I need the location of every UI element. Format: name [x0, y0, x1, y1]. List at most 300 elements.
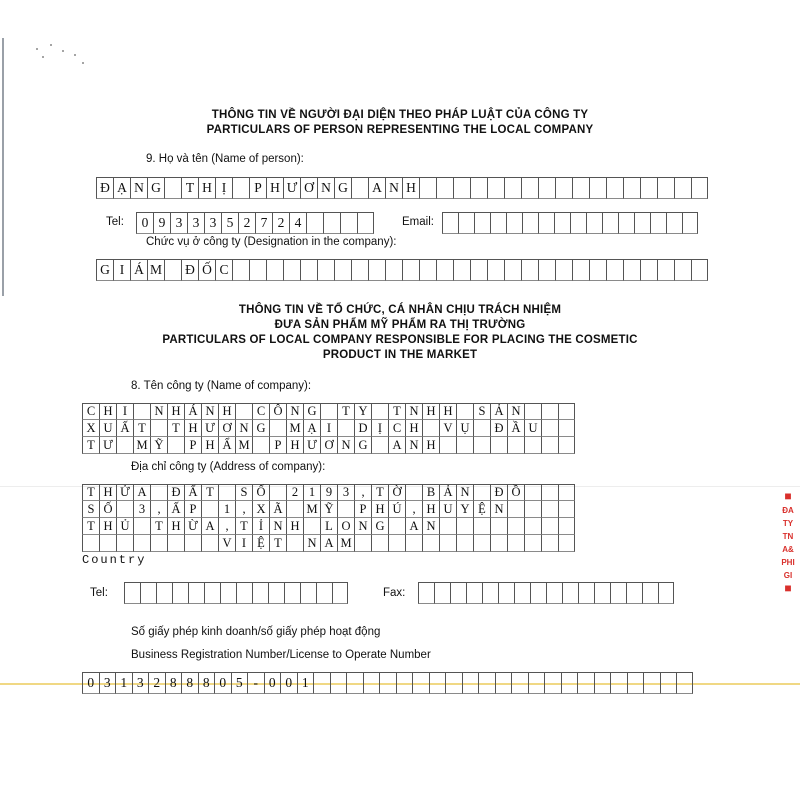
company-name-cell[interactable]: Á — [184, 403, 201, 420]
company-address-cell[interactable]: H — [99, 518, 116, 535]
license-cell[interactable] — [379, 672, 396, 694]
person-email-cell[interactable] — [442, 212, 458, 234]
person-email-cell[interactable] — [522, 212, 538, 234]
license-cell[interactable] — [627, 672, 644, 694]
license-cell[interactable] — [330, 672, 347, 694]
company-address-cell[interactable] — [541, 518, 558, 535]
company-name-cell[interactable]: G — [303, 403, 320, 420]
company-name-cell[interactable]: I — [116, 403, 133, 420]
company-address-cell[interactable]: S — [82, 501, 99, 518]
company-name-cell[interactable]: Ơ — [320, 437, 337, 454]
company-tel-cell[interactable] — [156, 582, 172, 604]
company-name-cell[interactable] — [558, 420, 575, 437]
company-name-cell[interactable] — [490, 437, 507, 454]
company-name-cell[interactable]: I — [320, 420, 337, 437]
designation-field[interactable] — [96, 259, 708, 281]
company-name-cell[interactable] — [524, 437, 541, 454]
designation-cell[interactable] — [334, 259, 351, 281]
company-address-cell[interactable]: Ệ — [252, 535, 269, 552]
company-name-cell[interactable]: H — [184, 420, 201, 437]
company-name-cell[interactable]: Ạ — [303, 420, 320, 437]
company-name-cell[interactable]: T — [133, 420, 150, 437]
company-name-cell[interactable]: T — [337, 403, 354, 420]
person-tel-cell[interactable]: 3 — [187, 212, 204, 234]
person-name-cell[interactable]: N — [385, 177, 402, 199]
designation-cell[interactable] — [640, 259, 657, 281]
company-fax-cell[interactable] — [546, 582, 562, 604]
company-fax-cell[interactable] — [514, 582, 530, 604]
company-address-cell[interactable] — [150, 484, 167, 501]
company-name-cell[interactable]: C — [82, 403, 99, 420]
license-cell[interactable] — [660, 672, 677, 694]
company-address-cell[interactable]: T — [269, 535, 286, 552]
designation-cell[interactable] — [487, 259, 504, 281]
person-tel-cell[interactable] — [323, 212, 340, 234]
company-address-cell[interactable] — [371, 535, 388, 552]
license-cell[interactable] — [495, 672, 512, 694]
license-cell[interactable]: 2 — [148, 672, 165, 694]
company-name-cell[interactable]: U — [524, 420, 541, 437]
company-address-cell[interactable] — [99, 535, 116, 552]
company-address-cell[interactable] — [473, 518, 490, 535]
person-email-cell[interactable] — [682, 212, 698, 234]
company-address-cell[interactable]: Ừ — [184, 518, 201, 535]
company-name-cell[interactable] — [116, 437, 133, 454]
company-address-cell[interactable] — [524, 518, 541, 535]
company-address-cell[interactable]: Ỹ — [320, 501, 337, 518]
company-address-cell[interactable]: H — [371, 501, 388, 518]
company-address-cell[interactable]: Ố — [252, 484, 269, 501]
company-address-cell[interactable]: I — [235, 535, 252, 552]
person-tel-cell[interactable]: 7 — [255, 212, 272, 234]
company-fax-field[interactable] — [418, 582, 674, 604]
company-name-cell[interactable] — [507, 437, 524, 454]
company-address-cell[interactable]: U — [439, 501, 456, 518]
person-email-cell[interactable] — [490, 212, 506, 234]
person-tel-cell[interactable]: 0 — [136, 212, 153, 234]
company-address-cell[interactable]: Ủ — [116, 518, 133, 535]
company-address-cell[interactable]: 3 — [133, 501, 150, 518]
company-name-cell[interactable] — [558, 403, 575, 420]
company-name-cell[interactable]: Ẩ — [218, 437, 235, 454]
company-name-cell[interactable] — [524, 403, 541, 420]
person-tel-cell[interactable]: 3 — [170, 212, 187, 234]
designation-cell[interactable] — [572, 259, 589, 281]
designation-cell[interactable]: I — [113, 259, 130, 281]
company-name-cell[interactable] — [133, 403, 150, 420]
person-email-cell[interactable] — [570, 212, 586, 234]
person-email-cell[interactable] — [458, 212, 474, 234]
person-name-cell[interactable]: A — [368, 177, 385, 199]
company-address-cell[interactable] — [422, 535, 439, 552]
person-name-cell[interactable]: G — [147, 177, 164, 199]
company-address-cell[interactable] — [473, 484, 490, 501]
person-email-cell[interactable] — [506, 212, 522, 234]
company-address-cell[interactable] — [507, 518, 524, 535]
company-name-cell[interactable] — [337, 420, 354, 437]
company-fax-cell[interactable] — [482, 582, 498, 604]
person-tel-cell[interactable] — [306, 212, 323, 234]
designation-cell[interactable] — [589, 259, 606, 281]
company-name-cell[interactable]: A — [388, 437, 405, 454]
person-email-cell[interactable] — [634, 212, 650, 234]
company-name-cell[interactable] — [473, 437, 490, 454]
company-name-cell[interactable]: D — [354, 420, 371, 437]
company-address-cell[interactable] — [524, 484, 541, 501]
company-address-cell[interactable]: N — [456, 484, 473, 501]
person-name-cell[interactable] — [623, 177, 640, 199]
person-name-cell[interactable] — [232, 177, 249, 199]
designation-cell[interactable] — [419, 259, 436, 281]
company-name-cell[interactable]: Ư — [303, 437, 320, 454]
license-cell[interactable] — [412, 672, 429, 694]
company-name-cell[interactable]: H — [422, 403, 439, 420]
company-address-cell[interactable]: Y — [456, 501, 473, 518]
company-name-cell[interactable]: N — [286, 403, 303, 420]
company-fax-cell[interactable] — [498, 582, 514, 604]
company-name-cell[interactable]: Ị — [371, 420, 388, 437]
company-address-cell[interactable] — [558, 535, 575, 552]
company-address-cell[interactable] — [150, 535, 167, 552]
company-name-cell[interactable] — [371, 403, 388, 420]
license-cell[interactable] — [346, 672, 363, 694]
person-name-cell[interactable] — [606, 177, 623, 199]
license-cell[interactable]: 0 — [214, 672, 231, 694]
company-address-cell[interactable]: P — [354, 501, 371, 518]
person-name-cell[interactable]: Ạ — [113, 177, 130, 199]
company-address-cell[interactable]: B — [422, 484, 439, 501]
license-cell[interactable] — [610, 672, 627, 694]
designation-cell[interactable] — [385, 259, 402, 281]
company-tel-cell[interactable] — [204, 582, 220, 604]
company-name-cell[interactable]: Ỹ — [150, 437, 167, 454]
company-name-cell[interactable]: M — [235, 437, 252, 454]
company-address-cell[interactable]: Ả — [439, 484, 456, 501]
designation-cell[interactable]: C — [215, 259, 232, 281]
company-fax-cell[interactable] — [450, 582, 466, 604]
company-address-cell[interactable]: N — [269, 518, 286, 535]
company-address-cell[interactable]: Ờ — [388, 484, 405, 501]
company-tel-cell[interactable] — [300, 582, 316, 604]
person-name-cell[interactable] — [453, 177, 470, 199]
company-name-cell[interactable]: H — [201, 437, 218, 454]
company-address-cell[interactable]: Đ — [167, 484, 184, 501]
designation-cell[interactable] — [402, 259, 419, 281]
license-cell[interactable] — [511, 672, 528, 694]
person-name-cell[interactable]: Ị — [215, 177, 232, 199]
person-email-field[interactable] — [442, 212, 698, 234]
person-name-cell[interactable] — [640, 177, 657, 199]
company-name-cell[interactable]: S — [473, 403, 490, 420]
company-address-cell[interactable]: G — [371, 518, 388, 535]
license-number-field[interactable] — [82, 672, 693, 694]
company-fax-cell[interactable] — [642, 582, 658, 604]
company-name-cell[interactable]: H — [286, 437, 303, 454]
person-name-cell[interactable]: P — [249, 177, 266, 199]
company-address-cell[interactable]: Đ — [490, 484, 507, 501]
company-address-cell[interactable]: N — [303, 535, 320, 552]
company-tel-field[interactable] — [124, 582, 348, 604]
license-cell[interactable] — [577, 672, 594, 694]
company-tel-cell[interactable] — [252, 582, 268, 604]
designation-cell[interactable]: M — [147, 259, 164, 281]
company-address-cell[interactable]: T — [82, 518, 99, 535]
company-name-cell[interactable]: Ầ — [507, 420, 524, 437]
company-tel-cell[interactable] — [172, 582, 188, 604]
license-cell[interactable]: 8 — [198, 672, 215, 694]
company-name-cell[interactable] — [422, 420, 439, 437]
designation-cell[interactable] — [232, 259, 249, 281]
person-name-cell[interactable] — [436, 177, 453, 199]
license-cell[interactable]: 1 — [115, 672, 132, 694]
company-address-cell[interactable] — [524, 535, 541, 552]
company-address-cell[interactable]: , — [218, 518, 235, 535]
company-address-cell[interactable]: 3 — [337, 484, 354, 501]
company-name-cell[interactable] — [456, 403, 473, 420]
company-address-cell[interactable] — [286, 501, 303, 518]
company-fax-cell[interactable] — [466, 582, 482, 604]
person-name-cell[interactable] — [504, 177, 521, 199]
company-name-cell[interactable]: M — [286, 420, 303, 437]
designation-cell[interactable] — [555, 259, 572, 281]
company-address-cell[interactable]: Ã — [269, 501, 286, 518]
company-name-cell[interactable] — [269, 420, 286, 437]
person-name-cell[interactable] — [521, 177, 538, 199]
company-tel-cell[interactable] — [284, 582, 300, 604]
company-name-cell[interactable] — [320, 403, 337, 420]
designation-cell[interactable] — [300, 259, 317, 281]
company-name-cell[interactable]: P — [269, 437, 286, 454]
license-cell[interactable] — [676, 672, 693, 694]
designation-cell[interactable]: Đ — [181, 259, 198, 281]
person-name-cell[interactable]: N — [130, 177, 147, 199]
company-address-cell[interactable] — [269, 484, 286, 501]
designation-cell[interactable] — [249, 259, 266, 281]
company-name-cell[interactable]: H — [99, 403, 116, 420]
company-tel-cell[interactable] — [316, 582, 332, 604]
company-address-cell[interactable]: 2 — [286, 484, 303, 501]
company-fax-cell[interactable] — [418, 582, 434, 604]
company-address-cell[interactable]: S — [235, 484, 252, 501]
company-address-cell[interactable]: , — [405, 501, 422, 518]
person-name-cell[interactable] — [419, 177, 436, 199]
person-email-cell[interactable] — [666, 212, 682, 234]
company-address-cell[interactable] — [558, 484, 575, 501]
company-address-cell[interactable] — [490, 535, 507, 552]
company-address-cell[interactable] — [116, 535, 133, 552]
person-name-cell[interactable]: Ơ — [300, 177, 317, 199]
license-cell[interactable] — [643, 672, 660, 694]
designation-cell[interactable] — [164, 259, 181, 281]
company-address-field[interactable] — [82, 484, 575, 552]
company-address-cell[interactable] — [456, 518, 473, 535]
designation-cell[interactable] — [266, 259, 283, 281]
license-cell[interactable] — [462, 672, 479, 694]
person-name-cell[interactable] — [538, 177, 555, 199]
license-cell[interactable] — [313, 672, 330, 694]
license-cell[interactable] — [544, 672, 561, 694]
company-name-cell[interactable] — [235, 403, 252, 420]
company-name-cell[interactable]: Đ — [490, 420, 507, 437]
company-address-cell[interactable]: T — [150, 518, 167, 535]
person-name-cell[interactable]: Ư — [283, 177, 300, 199]
company-name-cell[interactable] — [541, 403, 558, 420]
company-address-cell[interactable]: N — [422, 518, 439, 535]
company-address-cell[interactable] — [82, 535, 99, 552]
company-name-cell[interactable]: H — [218, 403, 235, 420]
person-tel-cell[interactable]: 4 — [289, 212, 306, 234]
company-address-cell[interactable]: X — [252, 501, 269, 518]
company-address-cell[interactable]: L — [320, 518, 337, 535]
designation-cell[interactable] — [538, 259, 555, 281]
company-name-cell[interactable]: Ư — [201, 420, 218, 437]
person-tel-cell[interactable]: 2 — [238, 212, 255, 234]
company-name-cell[interactable]: Ô — [269, 403, 286, 420]
company-fax-cell[interactable] — [434, 582, 450, 604]
company-tel-cell[interactable] — [332, 582, 348, 604]
company-address-cell[interactable] — [286, 535, 303, 552]
person-email-cell[interactable] — [602, 212, 618, 234]
license-cell[interactable]: - — [247, 672, 264, 694]
company-name-cell[interactable]: Y — [354, 403, 371, 420]
license-cell[interactable]: 1 — [297, 672, 314, 694]
license-cell[interactable] — [445, 672, 462, 694]
company-fax-cell[interactable] — [658, 582, 674, 604]
license-cell[interactable] — [429, 672, 446, 694]
company-address-cell[interactable]: A — [201, 518, 218, 535]
person-email-cell[interactable] — [650, 212, 666, 234]
company-address-cell[interactable] — [473, 535, 490, 552]
person-name-cell[interactable] — [555, 177, 572, 199]
company-address-cell[interactable]: A — [320, 535, 337, 552]
company-name-cell[interactable]: G — [354, 437, 371, 454]
company-address-cell[interactable]: T — [371, 484, 388, 501]
company-name-cell[interactable]: H — [167, 403, 184, 420]
license-cell[interactable] — [396, 672, 413, 694]
company-address-cell[interactable]: Ồ — [507, 484, 524, 501]
company-name-cell[interactable]: Ả — [490, 403, 507, 420]
license-cell[interactable]: 8 — [165, 672, 182, 694]
designation-cell[interactable] — [470, 259, 487, 281]
person-name-cell[interactable]: G — [334, 177, 351, 199]
person-tel-cell[interactable] — [357, 212, 374, 234]
company-address-cell[interactable] — [133, 518, 150, 535]
license-cell[interactable]: 5 — [231, 672, 248, 694]
person-name-cell[interactable]: H — [198, 177, 215, 199]
company-address-cell[interactable] — [337, 501, 354, 518]
company-name-cell[interactable]: U — [99, 420, 116, 437]
person-name-cell[interactable]: H — [266, 177, 283, 199]
designation-cell[interactable] — [368, 259, 385, 281]
designation-cell[interactable] — [691, 259, 708, 281]
designation-cell[interactable] — [623, 259, 640, 281]
company-name-cell[interactable]: Ư — [99, 437, 116, 454]
company-address-cell[interactable] — [439, 518, 456, 535]
company-address-cell[interactable] — [541, 484, 558, 501]
company-name-cell[interactable]: H — [422, 437, 439, 454]
company-address-cell[interactable]: H — [422, 501, 439, 518]
company-address-cell[interactable] — [541, 501, 558, 518]
company-address-cell[interactable]: H — [286, 518, 303, 535]
designation-cell[interactable] — [521, 259, 538, 281]
company-address-cell[interactable]: T — [235, 518, 252, 535]
designation-cell[interactable] — [436, 259, 453, 281]
license-cell[interactable]: 0 — [264, 672, 281, 694]
company-address-cell[interactable] — [133, 535, 150, 552]
license-cell[interactable]: 3 — [132, 672, 149, 694]
company-address-cell[interactable]: V — [218, 535, 235, 552]
company-address-cell[interactable]: N — [490, 501, 507, 518]
company-address-cell[interactable]: Ệ — [473, 501, 490, 518]
company-address-cell[interactable]: N — [354, 518, 371, 535]
person-email-cell[interactable] — [554, 212, 570, 234]
company-address-cell[interactable]: H — [167, 518, 184, 535]
company-address-cell[interactable]: , — [150, 501, 167, 518]
company-name-cell[interactable]: N — [235, 420, 252, 437]
company-address-cell[interactable]: Ử — [116, 484, 133, 501]
company-address-cell[interactable]: A — [133, 484, 150, 501]
designation-cell[interactable] — [606, 259, 623, 281]
company-address-cell[interactable]: O — [337, 518, 354, 535]
designation-cell[interactable]: G — [96, 259, 113, 281]
company-name-cell[interactable]: T — [167, 420, 184, 437]
designation-cell[interactable] — [351, 259, 368, 281]
company-name-cell[interactable]: V — [439, 420, 456, 437]
company-address-cell[interactable]: Ú — [388, 501, 405, 518]
company-address-cell[interactable]: P — [184, 501, 201, 518]
company-address-cell[interactable] — [201, 501, 218, 518]
company-name-cell[interactable]: C — [388, 420, 405, 437]
designation-cell[interactable] — [283, 259, 300, 281]
company-address-cell[interactable] — [405, 535, 422, 552]
company-address-cell[interactable] — [388, 535, 405, 552]
company-address-cell[interactable] — [201, 535, 218, 552]
company-name-cell[interactable]: N — [405, 437, 422, 454]
company-name-cell[interactable] — [439, 437, 456, 454]
company-fax-cell[interactable] — [610, 582, 626, 604]
company-name-cell[interactable]: P — [184, 437, 201, 454]
company-address-cell[interactable] — [116, 501, 133, 518]
license-cell[interactable]: 8 — [181, 672, 198, 694]
license-cell[interactable] — [561, 672, 578, 694]
company-address-cell[interactable] — [388, 518, 405, 535]
license-cell[interactable]: 0 — [280, 672, 297, 694]
company-name-cell[interactable] — [541, 437, 558, 454]
designation-cell[interactable] — [317, 259, 334, 281]
company-fax-cell[interactable] — [578, 582, 594, 604]
person-tel-cell[interactable]: 5 — [221, 212, 238, 234]
license-cell[interactable] — [594, 672, 611, 694]
company-address-cell[interactable] — [303, 518, 320, 535]
designation-cell[interactable] — [657, 259, 674, 281]
company-address-cell[interactable]: Ấ — [167, 501, 184, 518]
company-name-cell[interactable]: T — [82, 437, 99, 454]
person-name-cell[interactable] — [674, 177, 691, 199]
company-address-cell[interactable] — [524, 501, 541, 518]
designation-cell[interactable]: Á — [130, 259, 147, 281]
company-address-cell[interactable] — [405, 484, 422, 501]
company-tel-cell[interactable] — [220, 582, 236, 604]
company-name-cell[interactable] — [473, 420, 490, 437]
designation-cell[interactable] — [453, 259, 470, 281]
company-name-cell[interactable]: Ơ — [218, 420, 235, 437]
company-name-field[interactable] — [82, 403, 575, 454]
company-address-cell[interactable]: 1 — [303, 484, 320, 501]
company-address-cell[interactable]: T — [82, 484, 99, 501]
company-address-cell[interactable] — [558, 501, 575, 518]
company-tel-cell[interactable] — [140, 582, 156, 604]
company-tel-cell[interactable] — [188, 582, 204, 604]
